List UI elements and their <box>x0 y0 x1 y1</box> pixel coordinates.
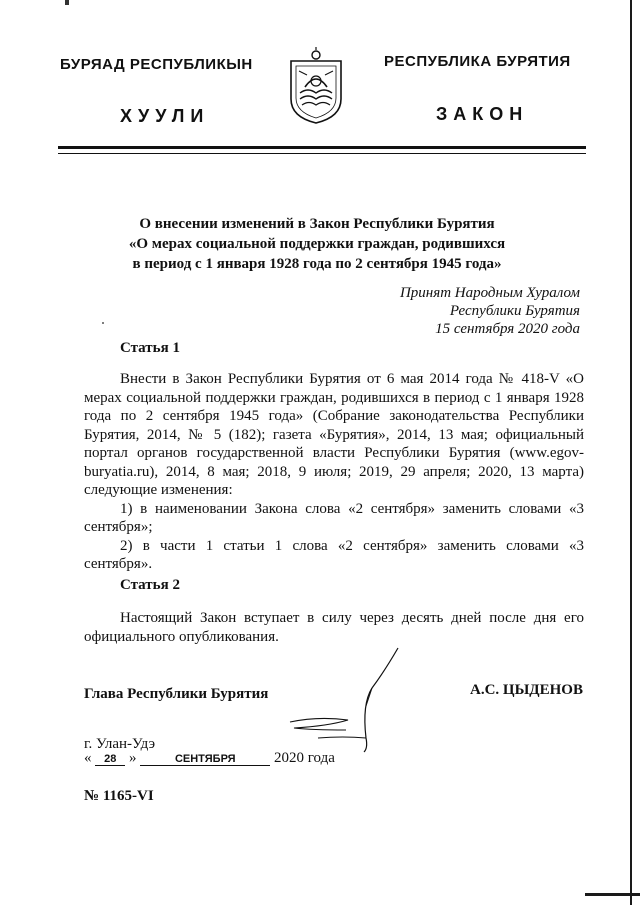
adoption-line: Принят Народным Хуралом <box>399 285 580 301</box>
signatory-title: Глава Республики Бурятия <box>84 686 269 702</box>
date-year: 2020 года <box>274 750 335 766</box>
law-title-line: «О мерах социальной поддержки граждан, родившихся <box>128 236 506 252</box>
article-1-item-2: 2) в части 1 статьи 1 слова «2 сентября» заменить словами «3 сентября». <box>84 537 584 572</box>
article-2-paragraph: Настоящий Закон вступает в силу через десять дней после дня его официального опубликования. <box>84 610 584 645</box>
signing-date <box>84 750 384 767</box>
scan-edge <box>630 0 632 905</box>
signatory-name: А.С. ЦЫДЕНОВ <box>470 682 583 698</box>
header-buryat-republic: БУРЯАД РЕСПУБЛИКЫН <box>60 56 253 73</box>
signing-place: г. Улан-Удэ <box>84 736 156 752</box>
date-month: СЕНТЯБРЯ <box>140 753 270 766</box>
law-title <box>92 214 542 274</box>
law-title-line: в период с 1 января 1928 года по 2 сентября 1945 года» <box>132 256 502 272</box>
date-day: 28 <box>95 753 125 766</box>
article-1-item-1: 1) в наименовании Закона слова «2 сентября» заменить словами «3 сентября»; <box>84 500 584 535</box>
article-2-body <box>84 609 584 646</box>
article-1-paragraph: Внести в Закон Республики Бурятия от 6 мая 2014 года № 418-V «О мерах социальной поддержки граждан, родившихся в период с 1 января 1928 года по 2 сентября 1945 года» (Собрание законодательства Республики Бурятия, 2014, № 5 (182); газета «Бурятия», 2014, 13 мая; официальный портал органов государственной власти Республики Бурятия (www.egov-buryatia.ru), 2014, 8 мая; 2018, 9 июля; 2019, 29 апреля; 2020, 13 марта) следующие изменения: <box>84 371 584 498</box>
handwritten-signature <box>288 646 408 766</box>
article-2-heading: Статья 2 <box>120 577 180 593</box>
article-1-body <box>84 370 584 574</box>
buryatia-coat-of-arms-icon <box>287 47 345 125</box>
law-title-line: О внесении изменений в Закон Республики Бурятия <box>139 216 495 232</box>
date-quote-close: » <box>129 750 137 766</box>
scan-mark <box>65 0 69 5</box>
header-divider-thick <box>58 146 586 149</box>
article-1-heading: Статья 1 <box>120 340 180 356</box>
header-russian-republic: РЕСПУБЛИКА БУРЯТИЯ <box>384 53 571 70</box>
header-russian-law: ЗАКОН <box>436 104 529 124</box>
date-quote-open: « <box>84 750 92 766</box>
scan-speck <box>102 322 104 324</box>
law-number: № 1165-VI <box>84 788 154 804</box>
scan-edge-bottom <box>585 893 640 896</box>
header-divider-thin <box>58 153 586 154</box>
adoption-date: 15 сентября 2020 года <box>435 321 580 337</box>
adoption-note <box>400 284 580 338</box>
header-buryat-law: ХУУЛИ <box>120 106 210 126</box>
adoption-line: Республики Бурятия <box>449 303 580 319</box>
